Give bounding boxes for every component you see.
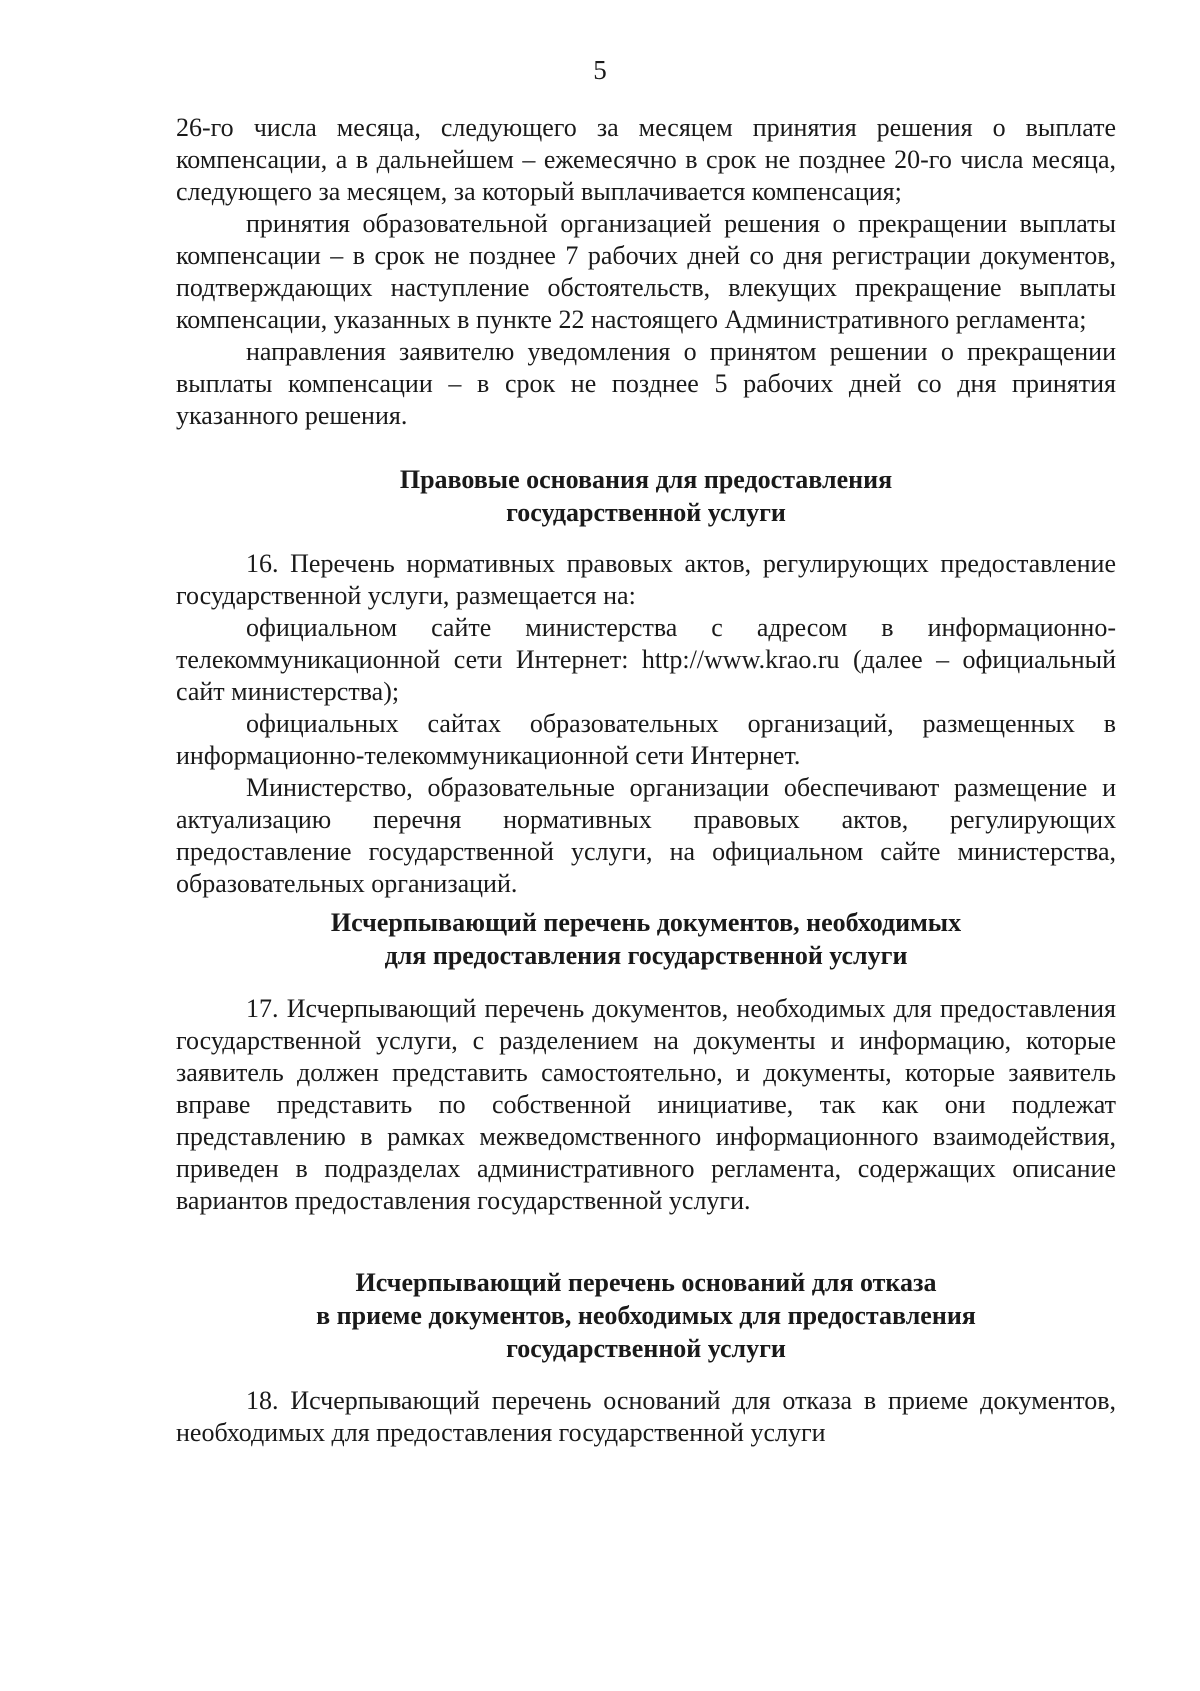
section-documents-body (176, 993, 1116, 1217)
section-heading (176, 1266, 1116, 1365)
paragraph: 26-го числа месяца, следующего за месяцем принятия решения о выплате компенсации, а в дальнейшем – ежемесячно в срок не позднее 20-го числа месяца, следующего за месяцем, за который выплачивается компенсация; (176, 113, 1116, 206)
section-legal-heading (176, 463, 1116, 529)
paragraph: 17. Исчерпывающий перечень документов, необходимых для предоставления государственной услуги, с разделением на документы и информацию, которые заявитель должен представить самостоятельно, и документы, которые заявитель вправе представить по собственной инициативе, так как они подлежат представлению в рамках межведомственного информационного взаимодействия, приведен в подразделах административного регламента, содержащих описание вариантов предоставления государственной услуги. (176, 994, 1116, 1215)
paragraph: официальных сайтах образовательных организаций, размещенных в информационно-телекоммуникационной сети Интернет. (176, 709, 1116, 770)
section-heading (176, 906, 1116, 972)
paragraph: принятия образовательной организацией решения о прекращении выплаты компенсации – в срок не позднее 7 рабочих дней со дня регистрации документов, подтверждающих наступление обстоятельств, влекущих прекращение выплаты компенсации, указанных в пункте 22 настоящего Административного регламента; (176, 209, 1116, 334)
paragraph: Министерство, образовательные организации обеспечивают размещение и актуализацию перечня нормативных правовых актов, регулирующих предоставление государственной услуги, на официальном сайте министерства, образовательных организаций. (176, 773, 1116, 898)
page-number: 5 (593, 55, 607, 85)
heading-line: государственной услуги (506, 1334, 786, 1363)
section-refusal-heading (176, 1266, 1116, 1365)
section-legal-body (176, 548, 1116, 900)
paragraph: направления заявителю уведомления о принятом решении о прекращении выплаты компенсации – в срок не позднее 5 рабочих дней со дня принятия указанного решения. (176, 337, 1116, 430)
paragraph: 18. Исчерпывающий перечень оснований для отказа в приеме документов, необходимых для предоставления государственной услуги (176, 1386, 1116, 1447)
heading-line: Исчерпывающий перечень документов, необходимых (330, 908, 962, 937)
intro-block (176, 112, 1116, 432)
section-refusal-body (176, 1385, 1116, 1449)
section-documents-heading (176, 906, 1116, 972)
heading-line: Правовые основания для предоставления (399, 465, 893, 494)
section-heading (176, 463, 1116, 529)
heading-line: в приеме документов, необходимых для предоставления (316, 1301, 976, 1330)
heading-line: государственной услуги (506, 498, 786, 527)
paragraph: 16. Перечень нормативных правовых актов, регулирующих предоставление государственной услуги, размещается на: (176, 549, 1116, 610)
heading-line: для предоставления государственной услуги (384, 941, 908, 970)
paragraph: официальном сайте министерства с адресом в информационно-телекоммуникационной сети Интернет: http://www.krao.ru (далее – официальный сайт министерства); (176, 613, 1116, 706)
heading-line: Исчерпывающий перечень оснований для отказа (355, 1268, 937, 1297)
